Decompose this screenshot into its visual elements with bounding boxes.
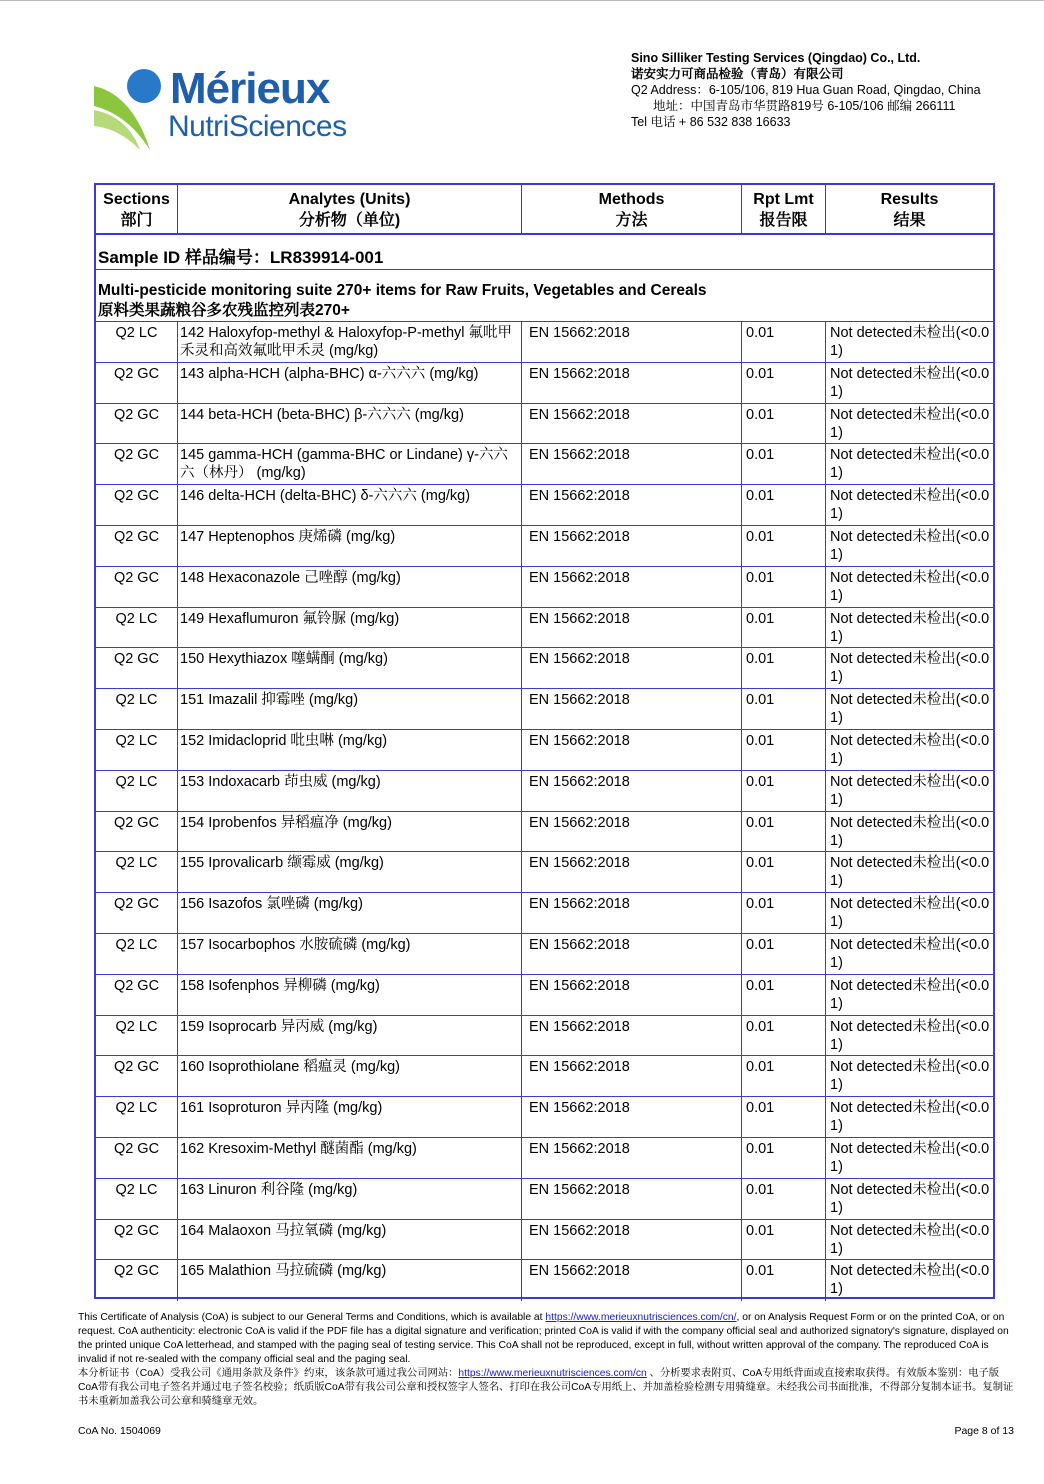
row-limit: 0.01 bbox=[742, 771, 826, 811]
row-result: Not detected未检出(<0.01) bbox=[830, 855, 990, 890]
merieux-logo bbox=[92, 62, 354, 154]
table-row bbox=[96, 648, 993, 689]
row-analyte: 164 Malaoxon 马拉氧磷 (mg/kg) bbox=[178, 1220, 522, 1260]
row-analyte: 143 alpha-HCH (alpha-BHC) α-六六六 (mg/kg) bbox=[178, 363, 522, 403]
row-section: Q2 GC bbox=[96, 363, 178, 403]
table-row bbox=[96, 322, 993, 363]
company-name-cn: 诺安实力可商品检验（青岛）有限公司 bbox=[631, 67, 844, 81]
row-method: EN 15662:2018 bbox=[522, 1220, 742, 1260]
suite-title-en: Multi-pesticide monitoring suite 270+ items for Raw Fruits, Vegetables and Cereals bbox=[98, 282, 707, 299]
row-result: Not detected未检出(<0.01) bbox=[830, 977, 990, 1012]
row-limit: 0.01 bbox=[742, 893, 826, 933]
company-name-en: Sino Silliker Testing Services (Qingdao) Co., Ltd. bbox=[631, 51, 921, 65]
row-result: Not detected未检出(<0.01) bbox=[830, 406, 990, 441]
row-section: Q2 GC bbox=[96, 812, 178, 852]
table-header bbox=[96, 185, 993, 235]
row-method: EN 15662:2018 bbox=[522, 322, 742, 362]
row-method: EN 15662:2018 bbox=[522, 648, 742, 688]
row-analyte: 161 Isoproturon 异丙隆 (mg/kg) bbox=[178, 1097, 522, 1137]
row-section: Q2 LC bbox=[96, 1179, 178, 1219]
row-limit: 0.01 bbox=[742, 444, 826, 484]
table-row bbox=[96, 689, 993, 730]
row-method: EN 15662:2018 bbox=[522, 730, 742, 770]
row-result: Not detected未检出(<0.01) bbox=[830, 365, 990, 400]
header-sections bbox=[96, 185, 178, 233]
row-section: Q2 LC bbox=[96, 322, 178, 362]
header-methods bbox=[522, 185, 742, 233]
row-result: Not detected未检出(<0.01) bbox=[830, 773, 990, 808]
row-result: Not detected未检出(<0.01) bbox=[830, 732, 990, 767]
disclaimer-text: , or on Analysis Request Form or on the printed CoA, or on request. CoA authenticity: electronic CoA is valid if the PDF file has a digital signature and verification; printed CoA is valid if with the company official seal and authorized signatory's signature, displayed on the printed unique CoA letterhead, and stamped with the paging seal of testing service. This CoA shall not be reproduced, except in full, without written approval of the company. The reproduced CoA is invalid if not re-sealed with the company official seal and the paging seal. bbox=[78, 1312, 1009, 1365]
row-analyte: 142 Haloxyfop-methyl & Haloxyfop-P-methyl 氟吡甲禾灵和高效氟吡甲禾灵 (mg/kg) bbox=[178, 322, 522, 362]
row-analyte: 154 Iprobenfos 异稻瘟净 (mg/kg) bbox=[178, 812, 522, 852]
row-analyte: 145 gamma-HCH (gamma-BHC or Lindane) γ-六六六（林丹） (mg/kg) bbox=[178, 444, 522, 484]
row-analyte: 160 Isoprothiolane 稻瘟灵 (mg/kg) bbox=[178, 1056, 522, 1096]
row-result: Not detected未检出(<0.01) bbox=[830, 1018, 990, 1053]
table-row bbox=[96, 1016, 993, 1057]
row-analyte: 149 Hexaflumuron 氟铃脲 (mg/kg) bbox=[178, 608, 522, 648]
row-section: Q2 LC bbox=[96, 608, 178, 648]
header-rpt-lmt bbox=[742, 185, 826, 233]
row-method: EN 15662:2018 bbox=[522, 404, 742, 444]
row-method: EN 15662:2018 bbox=[522, 1097, 742, 1137]
sample-id: Sample ID 样品编号：LR839914-001 bbox=[98, 248, 384, 267]
table-row bbox=[96, 1179, 993, 1220]
row-section: Q2 GC bbox=[96, 485, 178, 525]
row-result: Not detected未检出(<0.01) bbox=[830, 528, 990, 563]
row-method: EN 15662:2018 bbox=[522, 975, 742, 1015]
row-result: Not detected未检出(<0.01) bbox=[830, 651, 990, 686]
table-row bbox=[96, 567, 993, 608]
table-row bbox=[96, 730, 993, 771]
table-row bbox=[96, 526, 993, 567]
row-analyte: 152 Imidacloprid 吡虫啉 (mg/kg) bbox=[178, 730, 522, 770]
row-limit: 0.01 bbox=[742, 852, 826, 892]
row-limit: 0.01 bbox=[742, 404, 826, 444]
row-method: EN 15662:2018 bbox=[522, 608, 742, 648]
row-section: Q2 LC bbox=[96, 689, 178, 729]
row-limit: 0.01 bbox=[742, 648, 826, 688]
row-result: Not detected未检出(<0.01) bbox=[830, 610, 990, 645]
row-method: EN 15662:2018 bbox=[522, 893, 742, 933]
table-row bbox=[96, 975, 993, 1016]
row-method: EN 15662:2018 bbox=[522, 689, 742, 729]
terms-link[interactable]: https://www.merieuxnutrisciences.com/cn/ bbox=[545, 1312, 737, 1323]
row-analyte: 146 delta-HCH (delta-BHC) δ-六六六 (mg/kg) bbox=[178, 485, 522, 525]
row-result: Not detected未检出(<0.01) bbox=[830, 1222, 990, 1257]
company-info bbox=[631, 50, 981, 130]
row-limit: 0.01 bbox=[742, 1097, 826, 1137]
row-result: Not detected未检出(<0.01) bbox=[830, 569, 990, 604]
row-section: Q2 GC bbox=[96, 1260, 178, 1301]
row-section: Q2 LC bbox=[96, 730, 178, 770]
row-analyte: 165 Malathion 马拉硫磷 (mg/kg) bbox=[178, 1260, 522, 1301]
header-label-en: Rpt Lmt bbox=[753, 191, 814, 208]
row-analyte: 151 Imazalil 抑霉唑 (mg/kg) bbox=[178, 689, 522, 729]
table-row bbox=[96, 812, 993, 853]
disclaimer-text: This Certificate of Analysis (CoA) is subject to our General Terms and Conditions, which is available at bbox=[78, 1312, 546, 1323]
row-method: EN 15662:2018 bbox=[522, 812, 742, 852]
table-row bbox=[96, 1056, 993, 1097]
table-row bbox=[96, 893, 993, 934]
table-row bbox=[96, 852, 993, 893]
row-result: Not detected未检出(<0.01) bbox=[830, 325, 990, 359]
row-section: Q2 LC bbox=[96, 1097, 178, 1137]
row-limit: 0.01 bbox=[742, 934, 826, 974]
row-limit: 0.01 bbox=[742, 363, 826, 403]
row-method: EN 15662:2018 bbox=[522, 934, 742, 974]
row-section: Q2 GC bbox=[96, 526, 178, 566]
disclaimer-en bbox=[78, 1311, 1014, 1367]
row-section: Q2 GC bbox=[96, 1138, 178, 1178]
table-row bbox=[96, 771, 993, 812]
row-method: EN 15662:2018 bbox=[522, 444, 742, 484]
row-result: Not detected未检出(<0.01) bbox=[830, 1059, 990, 1094]
row-analyte: 147 Heptenophos 庚烯磷 (mg/kg) bbox=[178, 526, 522, 566]
row-section: Q2 GC bbox=[96, 648, 178, 688]
top-rule bbox=[0, 0, 1044, 1]
row-section: Q2 LC bbox=[96, 934, 178, 974]
row-analyte: 144 beta-HCH (beta-BHC) β-六六六 (mg/kg) bbox=[178, 404, 522, 444]
row-limit: 0.01 bbox=[742, 730, 826, 770]
table-row bbox=[96, 1260, 993, 1301]
row-method: EN 15662:2018 bbox=[522, 771, 742, 811]
disclaimer-text: 本分析证书（CoA）受我公司《通用条款及条件》约束，该条款可通过我公司网站： bbox=[78, 1368, 459, 1379]
header-analytes bbox=[178, 185, 522, 233]
row-method: EN 15662:2018 bbox=[522, 485, 742, 525]
row-section: Q2 GC bbox=[96, 975, 178, 1015]
row-analyte: 158 Isofenphos 异柳磷 (mg/kg) bbox=[178, 975, 522, 1015]
row-result: Not detected未检出(<0.01) bbox=[830, 1100, 990, 1135]
row-limit: 0.01 bbox=[742, 526, 826, 566]
row-limit: 0.01 bbox=[742, 1179, 826, 1219]
row-section: Q2 GC bbox=[96, 567, 178, 607]
row-analyte: 159 Isoprocarb 异丙威 (mg/kg) bbox=[178, 1016, 522, 1056]
page-number: Page 8 of 13 bbox=[954, 1425, 1014, 1437]
results-table bbox=[94, 183, 995, 1299]
terms-link-cn[interactable]: https://www.merieuxnutrisciences.com/cn bbox=[458, 1368, 647, 1379]
row-limit: 0.01 bbox=[742, 1260, 826, 1301]
header-label-en: Analytes (Units) bbox=[288, 191, 411, 208]
suite-title-cn: 原料类果蔬粮谷多农残监控列表270+ bbox=[98, 302, 350, 319]
header-label-cn: 分析物（单位) bbox=[298, 212, 401, 229]
row-result: Not detected未检出(<0.01) bbox=[830, 814, 990, 849]
row-result: Not detected未检出(<0.01) bbox=[830, 447, 990, 482]
row-result: Not detected未检出(<0.01) bbox=[830, 936, 990, 971]
row-analyte: 156 Isazofos 氯唑磷 (mg/kg) bbox=[178, 893, 522, 933]
row-section: Q2 LC bbox=[96, 771, 178, 811]
table-row bbox=[96, 1138, 993, 1179]
table-row bbox=[96, 1220, 993, 1261]
header-label-cn: 报告限 bbox=[759, 212, 808, 229]
header-label-en: Methods bbox=[598, 191, 665, 208]
row-analyte: 163 Linuron 利谷隆 (mg/kg) bbox=[178, 1179, 522, 1219]
row-limit: 0.01 bbox=[742, 689, 826, 729]
row-section: Q2 GC bbox=[96, 1056, 178, 1096]
logo-text-merieux: Mérieux bbox=[170, 64, 330, 113]
row-limit: 0.01 bbox=[742, 485, 826, 525]
company-tel: Tel 电话 + 86 532 838 16633 bbox=[631, 115, 791, 129]
row-analyte: 153 Indoxacarb 茚虫威 (mg/kg) bbox=[178, 771, 522, 811]
header-label-cn: 结果 bbox=[893, 212, 926, 229]
table-row bbox=[96, 363, 993, 404]
footer-disclaimer bbox=[78, 1311, 1014, 1409]
row-method: EN 15662:2018 bbox=[522, 852, 742, 892]
disclaimer-cn bbox=[78, 1367, 1014, 1409]
row-result: Not detected未检出(<0.01) bbox=[830, 692, 990, 727]
row-limit: 0.01 bbox=[742, 1056, 826, 1096]
header-label-cn: 方法 bbox=[615, 212, 648, 229]
row-analyte: 150 Hexythiazox 噻螨酮 (mg/kg) bbox=[178, 648, 522, 688]
header-results bbox=[826, 185, 993, 233]
table-row bbox=[96, 444, 993, 485]
table-body bbox=[96, 321, 993, 1301]
row-method: EN 15662:2018 bbox=[522, 1056, 742, 1096]
header-label-cn: 部门 bbox=[120, 212, 153, 229]
table-row bbox=[96, 1097, 993, 1138]
row-limit: 0.01 bbox=[742, 1220, 826, 1260]
row-analyte: 148 Hexaconazole 己唑醇 (mg/kg) bbox=[178, 567, 522, 607]
table-row bbox=[96, 934, 993, 975]
row-method: EN 15662:2018 bbox=[522, 1016, 742, 1056]
row-method: EN 15662:2018 bbox=[522, 363, 742, 403]
logo-text-nutrisciences: NutriSciences bbox=[168, 110, 347, 143]
row-limit: 0.01 bbox=[742, 975, 826, 1015]
disclaimer-text: 、分析要求表附页、CoA专用纸背面或直接索取获得。有效版本鉴别：电子版CoA带有我公司电子签名并通过电子签名校验；纸质版CoA带有我公司公章和授权签字人签名、打印在我公司CoA专用纸上、并加盖检验检测专用骑缝章。未经我公司书面批准，不得部分复制本证书。复制证书未重新加盖我公司公章和骑缝章无效。 bbox=[78, 1368, 1014, 1407]
row-method: EN 15662:2018 bbox=[522, 567, 742, 607]
table-row bbox=[96, 404, 993, 445]
row-analyte: 157 Isocarbophos 水胺硫磷 (mg/kg) bbox=[178, 934, 522, 974]
row-analyte: 155 Iprovalicarb 缬霉威 (mg/kg) bbox=[178, 852, 522, 892]
row-limit: 0.01 bbox=[742, 608, 826, 648]
row-limit: 0.01 bbox=[742, 567, 826, 607]
row-section: Q2 LC bbox=[96, 852, 178, 892]
row-limit: 0.01 bbox=[742, 1138, 826, 1178]
row-result: Not detected未检出(<0.01) bbox=[830, 488, 990, 523]
row-result: Not detected未检出(<0.01) bbox=[830, 1263, 990, 1298]
row-method: EN 15662:2018 bbox=[522, 526, 742, 566]
row-result: Not detected未检出(<0.01) bbox=[830, 896, 990, 931]
divider bbox=[96, 269, 993, 270]
row-section: Q2 GC bbox=[96, 444, 178, 484]
header-label-en: Sections bbox=[103, 191, 170, 208]
row-analyte: 162 Kresoxim-Methyl 醚菌酯 (mg/kg) bbox=[178, 1138, 522, 1178]
row-result: Not detected未检出(<0.01) bbox=[830, 1140, 990, 1175]
row-method: EN 15662:2018 bbox=[522, 1179, 742, 1219]
row-section: Q2 LC bbox=[96, 1016, 178, 1056]
row-limit: 0.01 bbox=[742, 812, 826, 852]
row-section: Q2 GC bbox=[96, 404, 178, 444]
suite-title bbox=[98, 281, 707, 321]
row-limit: 0.01 bbox=[742, 322, 826, 362]
row-method: EN 15662:2018 bbox=[522, 1138, 742, 1178]
row-section: Q2 GC bbox=[96, 893, 178, 933]
table-row bbox=[96, 608, 993, 649]
row-section: Q2 GC bbox=[96, 1220, 178, 1260]
company-address-en: Q2 Address：6-105/106, 819 Hua Guan Road, Qingdao, China bbox=[631, 83, 981, 97]
header-label-en: Results bbox=[880, 191, 939, 208]
company-address-cn: 地址：中国青岛市华贯路819号 6-105/106 邮编 266111 bbox=[653, 99, 956, 113]
row-limit: 0.01 bbox=[742, 1016, 826, 1056]
row-method: EN 15662:2018 bbox=[522, 1260, 742, 1301]
row-result: Not detected未检出(<0.01) bbox=[830, 1181, 990, 1216]
table-row bbox=[96, 485, 993, 526]
coa-number: CoA No. 1504069 bbox=[78, 1425, 161, 1437]
